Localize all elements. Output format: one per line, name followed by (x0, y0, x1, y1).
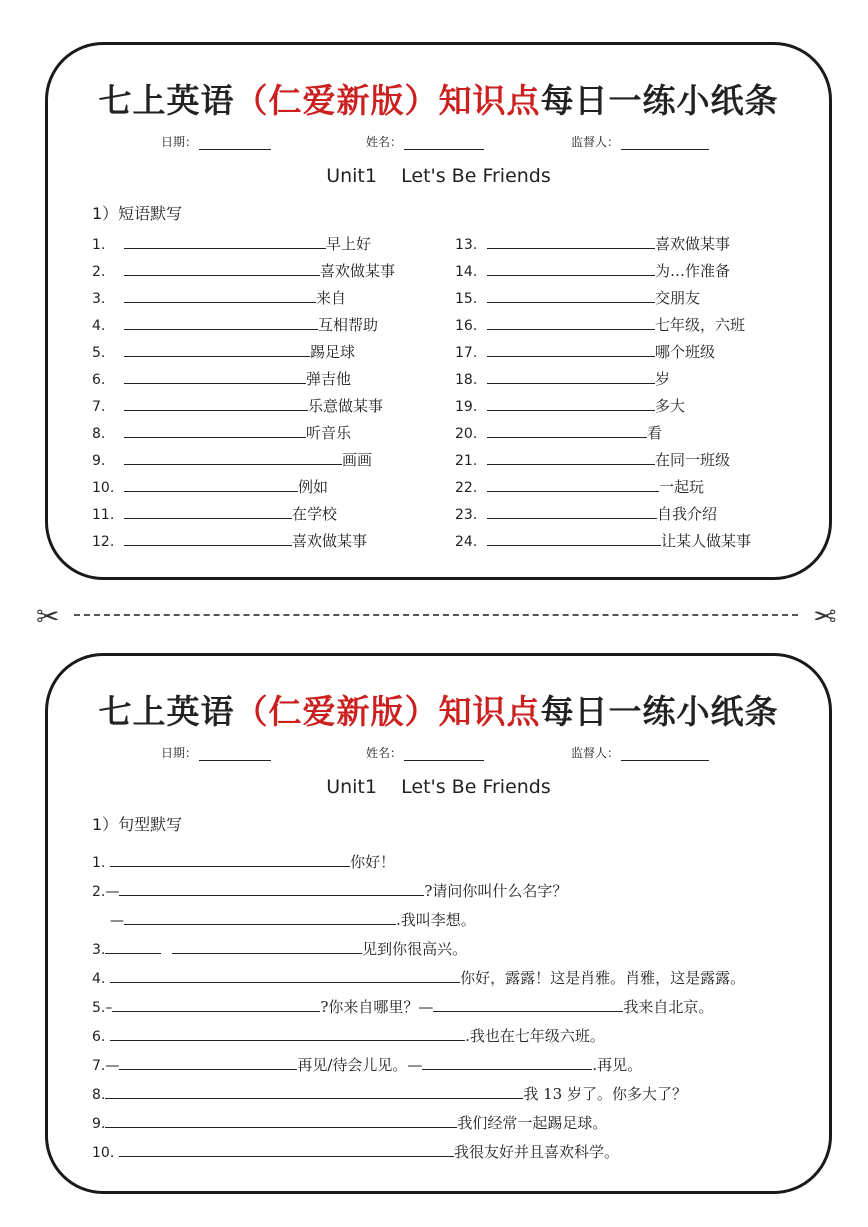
worksheet-title (48, 75, 829, 122)
answer-blank[interactable] (119, 1140, 454, 1157)
item-number: 17. (455, 345, 478, 361)
sentence-row-3 (92, 937, 467, 961)
item-number: 24. (455, 534, 478, 550)
answer-blank[interactable] (124, 908, 396, 925)
chinese-hint: 喜欢做某事 (320, 262, 396, 280)
prompt-text: 你好，露露！这是肖雅。肖雅，这是露露。 (460, 969, 746, 987)
item-number: 8. (92, 1087, 106, 1103)
sentence-row-9 (92, 1111, 607, 1135)
phrase-row (455, 529, 751, 553)
prompt-text: .我叫李想。 (396, 911, 476, 929)
sentence-row-2 (92, 879, 567, 903)
item-number: 19. (455, 399, 478, 415)
prompt-text: 我很友好并且喜欢科学。 (454, 1143, 620, 1161)
item-number: 8. (92, 426, 106, 442)
answer-blank[interactable] (124, 232, 326, 249)
prompt-text: 我来自北京。 (623, 998, 714, 1016)
phrase-row (92, 340, 355, 364)
prompt-text: ?请问你叫什么名字？ (424, 882, 568, 900)
sentence-row-8 (92, 1082, 687, 1106)
item-number: 18. (455, 372, 478, 388)
answer-blank[interactable] (487, 259, 655, 276)
prompt-text: .我也在七年级六班。 (465, 1027, 605, 1045)
phrase-row (455, 367, 670, 391)
prompt-text: 再见/待会儿见。— (297, 1056, 423, 1074)
answer-blank[interactable] (124, 394, 308, 411)
phrase-row (92, 475, 328, 499)
chinese-hint: 喜欢做某事 (655, 235, 731, 253)
supervisor-field (571, 133, 709, 150)
item-number: 11. (92, 507, 115, 523)
sentence-row-10 (92, 1140, 619, 1164)
answer-blank[interactable] (487, 421, 647, 438)
phrase-row (92, 502, 337, 526)
name-field (366, 133, 484, 150)
answer-blank[interactable] (124, 448, 342, 465)
item-number: 7. (92, 399, 106, 415)
date-label: 日期： (161, 135, 198, 149)
item-number: 9. (92, 1116, 106, 1132)
answer-blank[interactable] (110, 1024, 465, 1041)
chinese-hint: 听音乐 (306, 424, 352, 442)
phrase-row (455, 394, 685, 418)
answer-blank[interactable] (487, 340, 655, 357)
phrase-worksheet-card (45, 42, 832, 580)
chinese-hint: 早上好 (326, 235, 372, 253)
phrase-row (92, 394, 383, 418)
item-number: 15. (455, 291, 478, 307)
answer-blank[interactable] (105, 937, 161, 954)
chinese-hint: 岁 (655, 370, 671, 388)
prompt-text: 你好！ (350, 853, 396, 871)
phrase-row (92, 259, 395, 283)
name-label: 姓名： (366, 135, 403, 149)
prompt-text: 见到你很高兴。 (362, 940, 468, 958)
answer-blank[interactable] (124, 475, 298, 492)
date-field (161, 133, 271, 150)
title-part-c: 每日一练小纸条 (540, 692, 779, 731)
item-number: 1. (92, 237, 106, 253)
phrase-row (92, 448, 372, 472)
answer-blank[interactable] (487, 394, 655, 411)
name-blank[interactable] (404, 137, 484, 150)
scissors-icon: ✂ (812, 600, 836, 633)
phrase-row (455, 448, 730, 472)
supervisor-label: 监督人： (571, 135, 620, 149)
name-blank[interactable] (404, 748, 484, 761)
name-field (366, 744, 484, 761)
answer-blank[interactable] (119, 879, 424, 896)
title-part-b: （仁爱新版）知识点 (234, 81, 541, 120)
item-number: 2. (92, 264, 106, 280)
answer-blank[interactable] (487, 529, 661, 546)
phrase-row (455, 313, 745, 337)
supervisor-label: 监督人： (571, 746, 620, 760)
phrase-row (455, 421, 662, 445)
chinese-hint: 在学校 (292, 505, 338, 523)
chinese-hint: 自我介绍 (657, 505, 718, 523)
answer-blank[interactable] (119, 1053, 297, 1070)
chinese-hint: 互相帮助 (318, 316, 379, 334)
item-number: 6. (92, 372, 106, 388)
phrase-row (455, 340, 715, 364)
prompt-text: ?你来自哪里？— (320, 998, 434, 1016)
chinese-hint: 看 (647, 424, 663, 442)
answer-blank[interactable] (487, 367, 655, 384)
sentence-row-7 (92, 1053, 642, 1077)
title-part-c: 每日一练小纸条 (540, 81, 779, 120)
chinese-hint: 喜欢做某事 (292, 532, 368, 550)
chinese-hint: 踢足球 (310, 343, 356, 361)
unit-heading: Unit1 Let's Be Friends (326, 165, 551, 187)
item-number: 20. (455, 426, 478, 442)
scissors-icon: ✂ (36, 600, 60, 633)
worksheet-title (48, 686, 829, 733)
dashed-divider (74, 614, 798, 616)
item-number: 3. (92, 942, 106, 958)
sentence-row-5 (92, 995, 713, 1019)
sentence-row-4 (92, 966, 745, 990)
item-number: 23. (455, 507, 478, 523)
answer-blank[interactable] (124, 421, 306, 438)
chinese-hint: 在同一班级 (655, 451, 731, 469)
section-heading: 1）句型默写 (92, 815, 183, 834)
answer-blank[interactable] (422, 1053, 592, 1070)
prompt-text: 我们经常一起踢足球。 (457, 1114, 608, 1132)
answer-blank[interactable] (124, 502, 292, 519)
item-number: 3. (92, 291, 106, 307)
answer-blank[interactable] (487, 448, 655, 465)
supervisor-blank[interactable] (621, 137, 709, 150)
phrase-row (92, 529, 367, 553)
phrase-row (455, 502, 717, 526)
chinese-hint: 弹吉他 (306, 370, 352, 388)
answer-blank[interactable] (105, 1111, 457, 1128)
phrase-row (455, 475, 704, 499)
answer-blank[interactable] (172, 937, 362, 954)
date-field (161, 744, 271, 761)
answer-blank[interactable] (124, 286, 316, 303)
answer-blank[interactable] (110, 966, 460, 983)
section-heading: 1）短语默写 (92, 204, 183, 223)
phrase-row (92, 232, 371, 256)
date-blank[interactable] (199, 137, 271, 150)
cut-line (36, 600, 836, 633)
item-number: 10. (92, 1145, 115, 1161)
chinese-hint: 多大 (655, 397, 686, 415)
answer-blank[interactable] (487, 502, 657, 519)
unit-heading: Unit1 Let's Be Friends (326, 776, 551, 798)
phrase-row (92, 286, 346, 310)
item-number: 7.— (92, 1058, 120, 1074)
supervisor-blank[interactable] (621, 748, 709, 761)
answer-blank[interactable] (112, 995, 320, 1012)
item-number: — (110, 913, 124, 929)
item-number: 5. (92, 345, 106, 361)
chinese-hint: 例如 (298, 478, 329, 496)
sentence-row-1 (92, 850, 395, 874)
answer-blank[interactable] (124, 367, 306, 384)
item-number: 4. (92, 318, 106, 334)
item-number: 21. (455, 453, 478, 469)
answer-blank[interactable] (105, 1082, 523, 1099)
title-part-a: 七上英语 (98, 81, 235, 120)
item-number: 1. (92, 855, 106, 871)
supervisor-field (571, 744, 709, 761)
answer-blank[interactable] (487, 313, 655, 330)
title-part-b: （仁爱新版）知识点 (234, 692, 541, 731)
sentence-row-6 (92, 1024, 605, 1048)
answer-blank[interactable] (124, 340, 310, 357)
answer-blank[interactable] (124, 313, 318, 330)
title-part-a: 七上英语 (98, 692, 235, 731)
phrase-row (455, 259, 730, 283)
chinese-hint: 让某人做某事 (661, 532, 752, 550)
item-number: 14. (455, 264, 478, 280)
item-number: 13. (455, 237, 478, 253)
phrase-row (92, 313, 378, 337)
sentence-worksheet-card (45, 653, 832, 1194)
phrase-row (92, 421, 351, 445)
item-number: 9. (92, 453, 106, 469)
item-number: 10. (92, 480, 115, 496)
chinese-hint: 交朋友 (655, 289, 701, 307)
phrase-row (455, 286, 700, 310)
answer-blank[interactable] (124, 529, 292, 546)
item-number: 5.– (92, 1000, 113, 1016)
chinese-hint: 哪个班级 (655, 343, 716, 361)
answer-blank[interactable] (487, 286, 655, 303)
prompt-text: 我 13 岁了。你多大了？ (523, 1085, 687, 1103)
item-number: 4. (92, 971, 106, 987)
phrase-row (92, 367, 351, 391)
answer-blank[interactable] (433, 995, 623, 1012)
item-number: 12. (92, 534, 115, 550)
chinese-hint: 为…作准备 (655, 262, 731, 280)
item-number: 2.— (92, 884, 120, 900)
answer-blank[interactable] (110, 850, 350, 867)
chinese-hint: 画画 (342, 451, 373, 469)
date-blank[interactable] (199, 748, 271, 761)
answer-blank[interactable] (487, 475, 659, 492)
name-label: 姓名： (366, 746, 403, 760)
item-number: 6. (92, 1029, 106, 1045)
chinese-hint: 七年级，六班 (655, 316, 746, 334)
prompt-text: .再见。 (592, 1056, 643, 1074)
answer-blank[interactable] (124, 259, 320, 276)
item-number: 16. (455, 318, 478, 334)
answer-blank[interactable] (487, 232, 655, 249)
phrase-row (455, 232, 730, 256)
chinese-hint: 来自 (316, 289, 347, 307)
item-number: 22. (455, 480, 478, 496)
chinese-hint: 乐意做某事 (308, 397, 384, 415)
date-label: 日期： (161, 746, 198, 760)
chinese-hint: 一起玩 (659, 478, 705, 496)
sentence-row-2b (110, 908, 476, 932)
